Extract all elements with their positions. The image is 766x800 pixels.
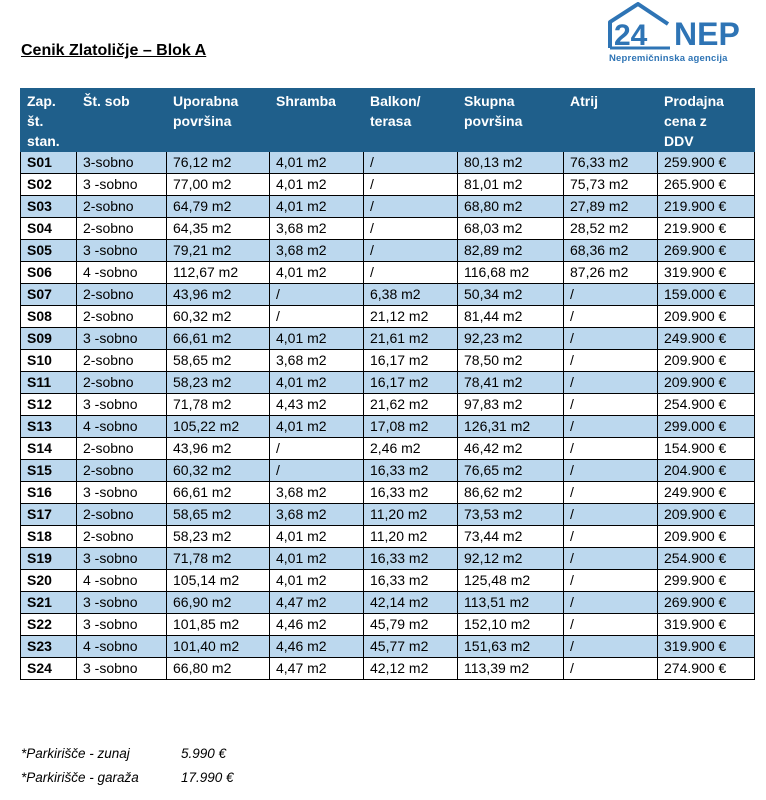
cell-atrium: 27,89 m2 — [564, 196, 658, 218]
cell-atrium: / — [564, 592, 658, 614]
cell-usable-area: 66,61 m2 — [167, 328, 270, 350]
cell-unit-number: S13 — [21, 416, 77, 438]
cell-storage: 3,68 m2 — [270, 350, 364, 372]
cell-atrium: / — [564, 306, 658, 328]
cell-rooms: 2-sobno — [77, 306, 167, 328]
cell-sale-price: 249.900 € — [658, 482, 755, 504]
cell-usable-area: 64,35 m2 — [167, 218, 270, 240]
cell-atrium: / — [564, 482, 658, 504]
cell-total-area: 116,68 m2 — [458, 262, 564, 284]
cell-sale-price: 259.900 € — [658, 152, 755, 174]
cell-balcony-terrace: 16,33 m2 — [364, 482, 458, 504]
table-row — [21, 416, 755, 438]
cell-unit-number: S23 — [21, 636, 77, 658]
table-row — [21, 218, 755, 240]
cell-storage: / — [270, 460, 364, 482]
cell-total-area: 82,89 m2 — [458, 240, 564, 262]
page-title: Cenik Zlatoličje – Blok A — [21, 42, 207, 59]
cell-sale-price: 209.900 € — [658, 372, 755, 394]
cell-unit-number: S01 — [21, 152, 77, 174]
header-line: Balkon/ — [370, 93, 421, 109]
table-row — [21, 306, 755, 328]
cell-usable-area: 60,32 m2 — [167, 306, 270, 328]
cell-sale-price: 209.900 € — [658, 350, 755, 372]
cell-usable-area: 71,78 m2 — [167, 394, 270, 416]
cell-unit-number: S04 — [21, 218, 77, 240]
note-price: 17.990 € — [181, 770, 234, 785]
header-line: Uporabna — [173, 93, 239, 109]
cell-storage: 4,01 m2 — [270, 372, 364, 394]
table-row — [21, 240, 755, 262]
cell-unit-number: S18 — [21, 526, 77, 548]
cell-unit-number: S02 — [21, 174, 77, 196]
header-rooms — [77, 89, 167, 152]
header-line: DDV — [664, 133, 694, 149]
cell-total-area: 92,12 m2 — [458, 548, 564, 570]
cell-storage: 4,46 m2 — [270, 636, 364, 658]
cell-unit-number: S22 — [21, 614, 77, 636]
header-line: cena z — [664, 113, 707, 129]
header-line: terasa — [370, 113, 412, 129]
cell-total-area: 76,65 m2 — [458, 460, 564, 482]
cell-unit-number: S11 — [21, 372, 77, 394]
cell-balcony-terrace: / — [364, 262, 458, 284]
cell-rooms: 2-sobno — [77, 196, 167, 218]
cell-sale-price: 269.900 € — [658, 592, 755, 614]
cell-usable-area: 101,40 m2 — [167, 636, 270, 658]
cell-balcony-terrace: / — [364, 218, 458, 240]
cell-rooms: 2-sobno — [77, 460, 167, 482]
cell-total-area: 68,03 m2 — [458, 218, 564, 240]
cell-rooms: 2-sobno — [77, 438, 167, 460]
cell-storage: 4,01 m2 — [270, 174, 364, 196]
cell-balcony-terrace: 42,12 m2 — [364, 658, 458, 680]
cell-unit-number: S10 — [21, 350, 77, 372]
note-price: 5.990 € — [181, 746, 227, 761]
cell-usable-area: 112,67 m2 — [167, 262, 270, 284]
cell-sale-price: 265.900 € — [658, 174, 755, 196]
cell-sale-price: 319.900 € — [658, 614, 755, 636]
table-row — [21, 262, 755, 284]
cell-total-area: 50,34 m2 — [458, 284, 564, 306]
cell-rooms: 3 -sobno — [77, 482, 167, 504]
cell-balcony-terrace: 21,12 m2 — [364, 306, 458, 328]
cell-rooms: 2-sobno — [77, 218, 167, 240]
cell-storage: 3,68 m2 — [270, 504, 364, 526]
header-total-area — [458, 89, 564, 152]
table-row — [21, 350, 755, 372]
cell-usable-area: 43,96 m2 — [167, 284, 270, 306]
logo-house-icon — [606, 2, 756, 52]
cell-storage: 4,47 m2 — [270, 658, 364, 680]
cell-atrium: 76,33 m2 — [564, 152, 658, 174]
cell-usable-area: 58,65 m2 — [167, 504, 270, 526]
cell-storage: / — [270, 284, 364, 306]
cell-balcony-terrace: 2,46 m2 — [364, 438, 458, 460]
cell-unit-number: S20 — [21, 570, 77, 592]
cell-usable-area: 79,21 m2 — [167, 240, 270, 262]
cell-atrium: 87,26 m2 — [564, 262, 658, 284]
cell-rooms: 4 -sobno — [77, 262, 167, 284]
cell-balcony-terrace: 45,79 m2 — [364, 614, 458, 636]
cell-rooms: 3-sobno — [77, 152, 167, 174]
cell-storage: 4,01 m2 — [270, 416, 364, 438]
cell-usable-area: 60,32 m2 — [167, 460, 270, 482]
cell-balcony-terrace: 16,33 m2 — [364, 570, 458, 592]
cell-sale-price: 159.000 € — [658, 284, 755, 306]
table-row — [21, 460, 755, 482]
cell-atrium: 68,36 m2 — [564, 240, 658, 262]
cell-storage: 4,43 m2 — [270, 394, 364, 416]
cell-atrium: / — [564, 570, 658, 592]
header-line: Atrij — [570, 93, 598, 109]
cell-total-area: 78,41 m2 — [458, 372, 564, 394]
header-line: površina — [464, 113, 523, 129]
cell-total-area: 86,62 m2 — [458, 482, 564, 504]
cell-storage: / — [270, 306, 364, 328]
cell-usable-area: 71,78 m2 — [167, 548, 270, 570]
note-label: *Parkirišče - zunaj — [21, 746, 130, 761]
cell-rooms: 3 -sobno — [77, 614, 167, 636]
cell-total-area: 125,48 m2 — [458, 570, 564, 592]
cell-usable-area: 77,00 m2 — [167, 174, 270, 196]
cell-usable-area: 66,80 m2 — [167, 658, 270, 680]
header-line: stan. — [27, 133, 60, 149]
cell-atrium: / — [564, 614, 658, 636]
cell-unit-number: S17 — [21, 504, 77, 526]
note-row — [21, 742, 234, 766]
table-row — [21, 548, 755, 570]
cell-atrium: / — [564, 284, 658, 306]
cell-sale-price: 209.900 € — [658, 504, 755, 526]
cell-atrium: / — [564, 416, 658, 438]
cell-rooms: 2-sobno — [77, 504, 167, 526]
cell-total-area: 92,23 m2 — [458, 328, 564, 350]
cell-rooms: 3 -sobno — [77, 548, 167, 570]
table-row — [21, 570, 755, 592]
table-row — [21, 526, 755, 548]
cell-unit-number: S19 — [21, 548, 77, 570]
parking-notes — [21, 742, 234, 790]
cell-rooms: 3 -sobno — [77, 394, 167, 416]
cell-sale-price: 209.900 € — [658, 526, 755, 548]
cell-storage: 4,01 m2 — [270, 196, 364, 218]
header-unit-number — [21, 89, 77, 152]
cell-rooms: 4 -sobno — [77, 636, 167, 658]
cell-rooms: 2-sobno — [77, 526, 167, 548]
cell-sale-price: 219.900 € — [658, 196, 755, 218]
cell-storage: 4,47 m2 — [270, 592, 364, 614]
cell-total-area: 80,13 m2 — [458, 152, 564, 174]
table-row — [21, 658, 755, 680]
table-row — [21, 504, 755, 526]
cell-sale-price: 154.900 € — [658, 438, 755, 460]
cell-balcony-terrace: 11,20 m2 — [364, 526, 458, 548]
table-row — [21, 152, 755, 174]
cell-total-area: 113,39 m2 — [458, 658, 564, 680]
cell-usable-area: 105,22 m2 — [167, 416, 270, 438]
header-line: Skupna — [464, 93, 515, 109]
cell-balcony-terrace: 11,20 m2 — [364, 504, 458, 526]
cell-storage: 4,01 m2 — [270, 152, 364, 174]
header-line: Prodajna — [664, 93, 724, 109]
cell-storage: 3,68 m2 — [270, 482, 364, 504]
cell-unit-number: S16 — [21, 482, 77, 504]
table-row — [21, 174, 755, 196]
cell-sale-price: 219.900 € — [658, 218, 755, 240]
cell-usable-area: 101,85 m2 — [167, 614, 270, 636]
table-row — [21, 482, 755, 504]
cell-atrium: / — [564, 328, 658, 350]
cell-unit-number: S07 — [21, 284, 77, 306]
svg-text:24: 24 — [614, 19, 648, 52]
cell-storage: 4,01 m2 — [270, 570, 364, 592]
cell-sale-price: 319.900 € — [658, 262, 755, 284]
cell-total-area: 73,44 m2 — [458, 526, 564, 548]
cell-balcony-terrace: / — [364, 196, 458, 218]
cell-atrium: / — [564, 372, 658, 394]
cell-usable-area: 58,23 m2 — [167, 526, 270, 548]
cell-total-area: 113,51 m2 — [458, 592, 564, 614]
cell-usable-area: 43,96 m2 — [167, 438, 270, 460]
cell-sale-price: 254.900 € — [658, 548, 755, 570]
cell-rooms: 3 -sobno — [77, 328, 167, 350]
header-usable-area — [167, 89, 270, 152]
cell-storage: / — [270, 438, 364, 460]
cell-balcony-terrace: 16,33 m2 — [364, 548, 458, 570]
cell-storage: 4,01 m2 — [270, 526, 364, 548]
cell-usable-area: 58,23 m2 — [167, 372, 270, 394]
cell-balcony-terrace: / — [364, 240, 458, 262]
price-table — [20, 88, 755, 680]
cell-usable-area: 58,65 m2 — [167, 350, 270, 372]
cell-total-area: 68,80 m2 — [458, 196, 564, 218]
cell-rooms: 4 -sobno — [77, 416, 167, 438]
header-line: Zap. — [27, 93, 56, 109]
table-row — [21, 438, 755, 460]
cell-storage: 3,68 m2 — [270, 240, 364, 262]
cell-atrium: / — [564, 658, 658, 680]
cell-total-area: 78,50 m2 — [458, 350, 564, 372]
cell-balcony-terrace: 21,61 m2 — [364, 328, 458, 350]
cell-total-area: 81,44 m2 — [458, 306, 564, 328]
cell-unit-number: S12 — [21, 394, 77, 416]
svg-text:NEP: NEP — [674, 16, 740, 52]
cell-total-area: 151,63 m2 — [458, 636, 564, 658]
cell-sale-price: 319.900 € — [658, 636, 755, 658]
cell-storage: 4,46 m2 — [270, 614, 364, 636]
cell-sale-price: 204.900 € — [658, 460, 755, 482]
table-header-row — [21, 89, 755, 152]
cell-total-area: 81,01 m2 — [458, 174, 564, 196]
cell-unit-number: S05 — [21, 240, 77, 262]
cell-unit-number: S06 — [21, 262, 77, 284]
cell-sale-price: 249.900 € — [658, 328, 755, 350]
cell-rooms: 2-sobno — [77, 284, 167, 306]
table-row — [21, 394, 755, 416]
cell-unit-number: S08 — [21, 306, 77, 328]
cell-atrium: / — [564, 504, 658, 526]
cell-rooms: 3 -sobno — [77, 658, 167, 680]
cell-usable-area: 105,14 m2 — [167, 570, 270, 592]
cell-atrium: / — [564, 636, 658, 658]
cell-rooms: 2-sobno — [77, 372, 167, 394]
cell-sale-price: 299.900 € — [658, 570, 755, 592]
cell-balcony-terrace: 16,33 m2 — [364, 460, 458, 482]
table-row — [21, 636, 755, 658]
note-row — [21, 766, 234, 790]
cell-storage: 3,68 m2 — [270, 218, 364, 240]
cell-balcony-terrace: 21,62 m2 — [364, 394, 458, 416]
cell-unit-number: S21 — [21, 592, 77, 614]
logo-tagline: Nepremičninska agencija — [609, 53, 728, 64]
cell-total-area: 46,42 m2 — [458, 438, 564, 460]
cell-atrium: / — [564, 438, 658, 460]
cell-storage: 4,01 m2 — [270, 548, 364, 570]
cell-atrium: / — [564, 350, 658, 372]
cell-usable-area: 76,12 m2 — [167, 152, 270, 174]
cell-sale-price: 274.900 € — [658, 658, 755, 680]
note-label: *Parkirišče - garaža — [21, 770, 139, 785]
cell-rooms: 3 -sobno — [77, 240, 167, 262]
header-storage — [270, 89, 364, 152]
cell-balcony-terrace: 16,17 m2 — [364, 350, 458, 372]
cell-unit-number: S03 — [21, 196, 77, 218]
cell-total-area: 97,83 m2 — [458, 394, 564, 416]
cell-unit-number: S24 — [21, 658, 77, 680]
cell-atrium: / — [564, 460, 658, 482]
header-line: površina — [173, 113, 232, 129]
cell-sale-price: 209.900 € — [658, 306, 755, 328]
header-line: Shramba — [276, 93, 336, 109]
cell-sale-price: 254.900 € — [658, 394, 755, 416]
cell-total-area: 73,53 m2 — [458, 504, 564, 526]
cell-balcony-terrace: / — [364, 174, 458, 196]
header-sale-price — [658, 89, 755, 152]
cell-balcony-terrace: 17,08 m2 — [364, 416, 458, 438]
header-atrium — [564, 89, 658, 152]
cell-total-area: 152,10 m2 — [458, 614, 564, 636]
cell-total-area: 126,31 m2 — [458, 416, 564, 438]
cell-atrium: / — [564, 526, 658, 548]
cell-rooms: 3 -sobno — [77, 592, 167, 614]
cell-rooms: 4 -sobno — [77, 570, 167, 592]
cell-unit-number: S15 — [21, 460, 77, 482]
header-line: št. — [27, 113, 44, 129]
cell-usable-area: 66,61 m2 — [167, 482, 270, 504]
table-row — [21, 328, 755, 350]
cell-balcony-terrace: 45,77 m2 — [364, 636, 458, 658]
cell-balcony-terrace: / — [364, 152, 458, 174]
table-row — [21, 372, 755, 394]
cell-unit-number: S09 — [21, 328, 77, 350]
table-body — [21, 152, 755, 680]
cell-rooms: 2-sobno — [77, 350, 167, 372]
cell-sale-price: 299.000 € — [658, 416, 755, 438]
header-line: Št. sob — [83, 93, 130, 109]
cell-balcony-terrace: 6,38 m2 — [364, 284, 458, 306]
cell-atrium: 28,52 m2 — [564, 218, 658, 240]
cell-storage: 4,01 m2 — [270, 262, 364, 284]
table-row — [21, 284, 755, 306]
header-balcony-terrace — [364, 89, 458, 152]
table-row — [21, 592, 755, 614]
cell-usable-area: 64,79 m2 — [167, 196, 270, 218]
cell-balcony-terrace: 42,14 m2 — [364, 592, 458, 614]
table-row — [21, 614, 755, 636]
cell-balcony-terrace: 16,17 m2 — [364, 372, 458, 394]
cell-storage: 4,01 m2 — [270, 328, 364, 350]
cell-rooms: 3 -sobno — [77, 174, 167, 196]
cell-usable-area: 66,90 m2 — [167, 592, 270, 614]
cell-atrium: 75,73 m2 — [564, 174, 658, 196]
cell-sale-price: 269.900 € — [658, 240, 755, 262]
cell-atrium: / — [564, 394, 658, 416]
cell-atrium: / — [564, 548, 658, 570]
cell-unit-number: S14 — [21, 438, 77, 460]
table-row — [21, 196, 755, 218]
